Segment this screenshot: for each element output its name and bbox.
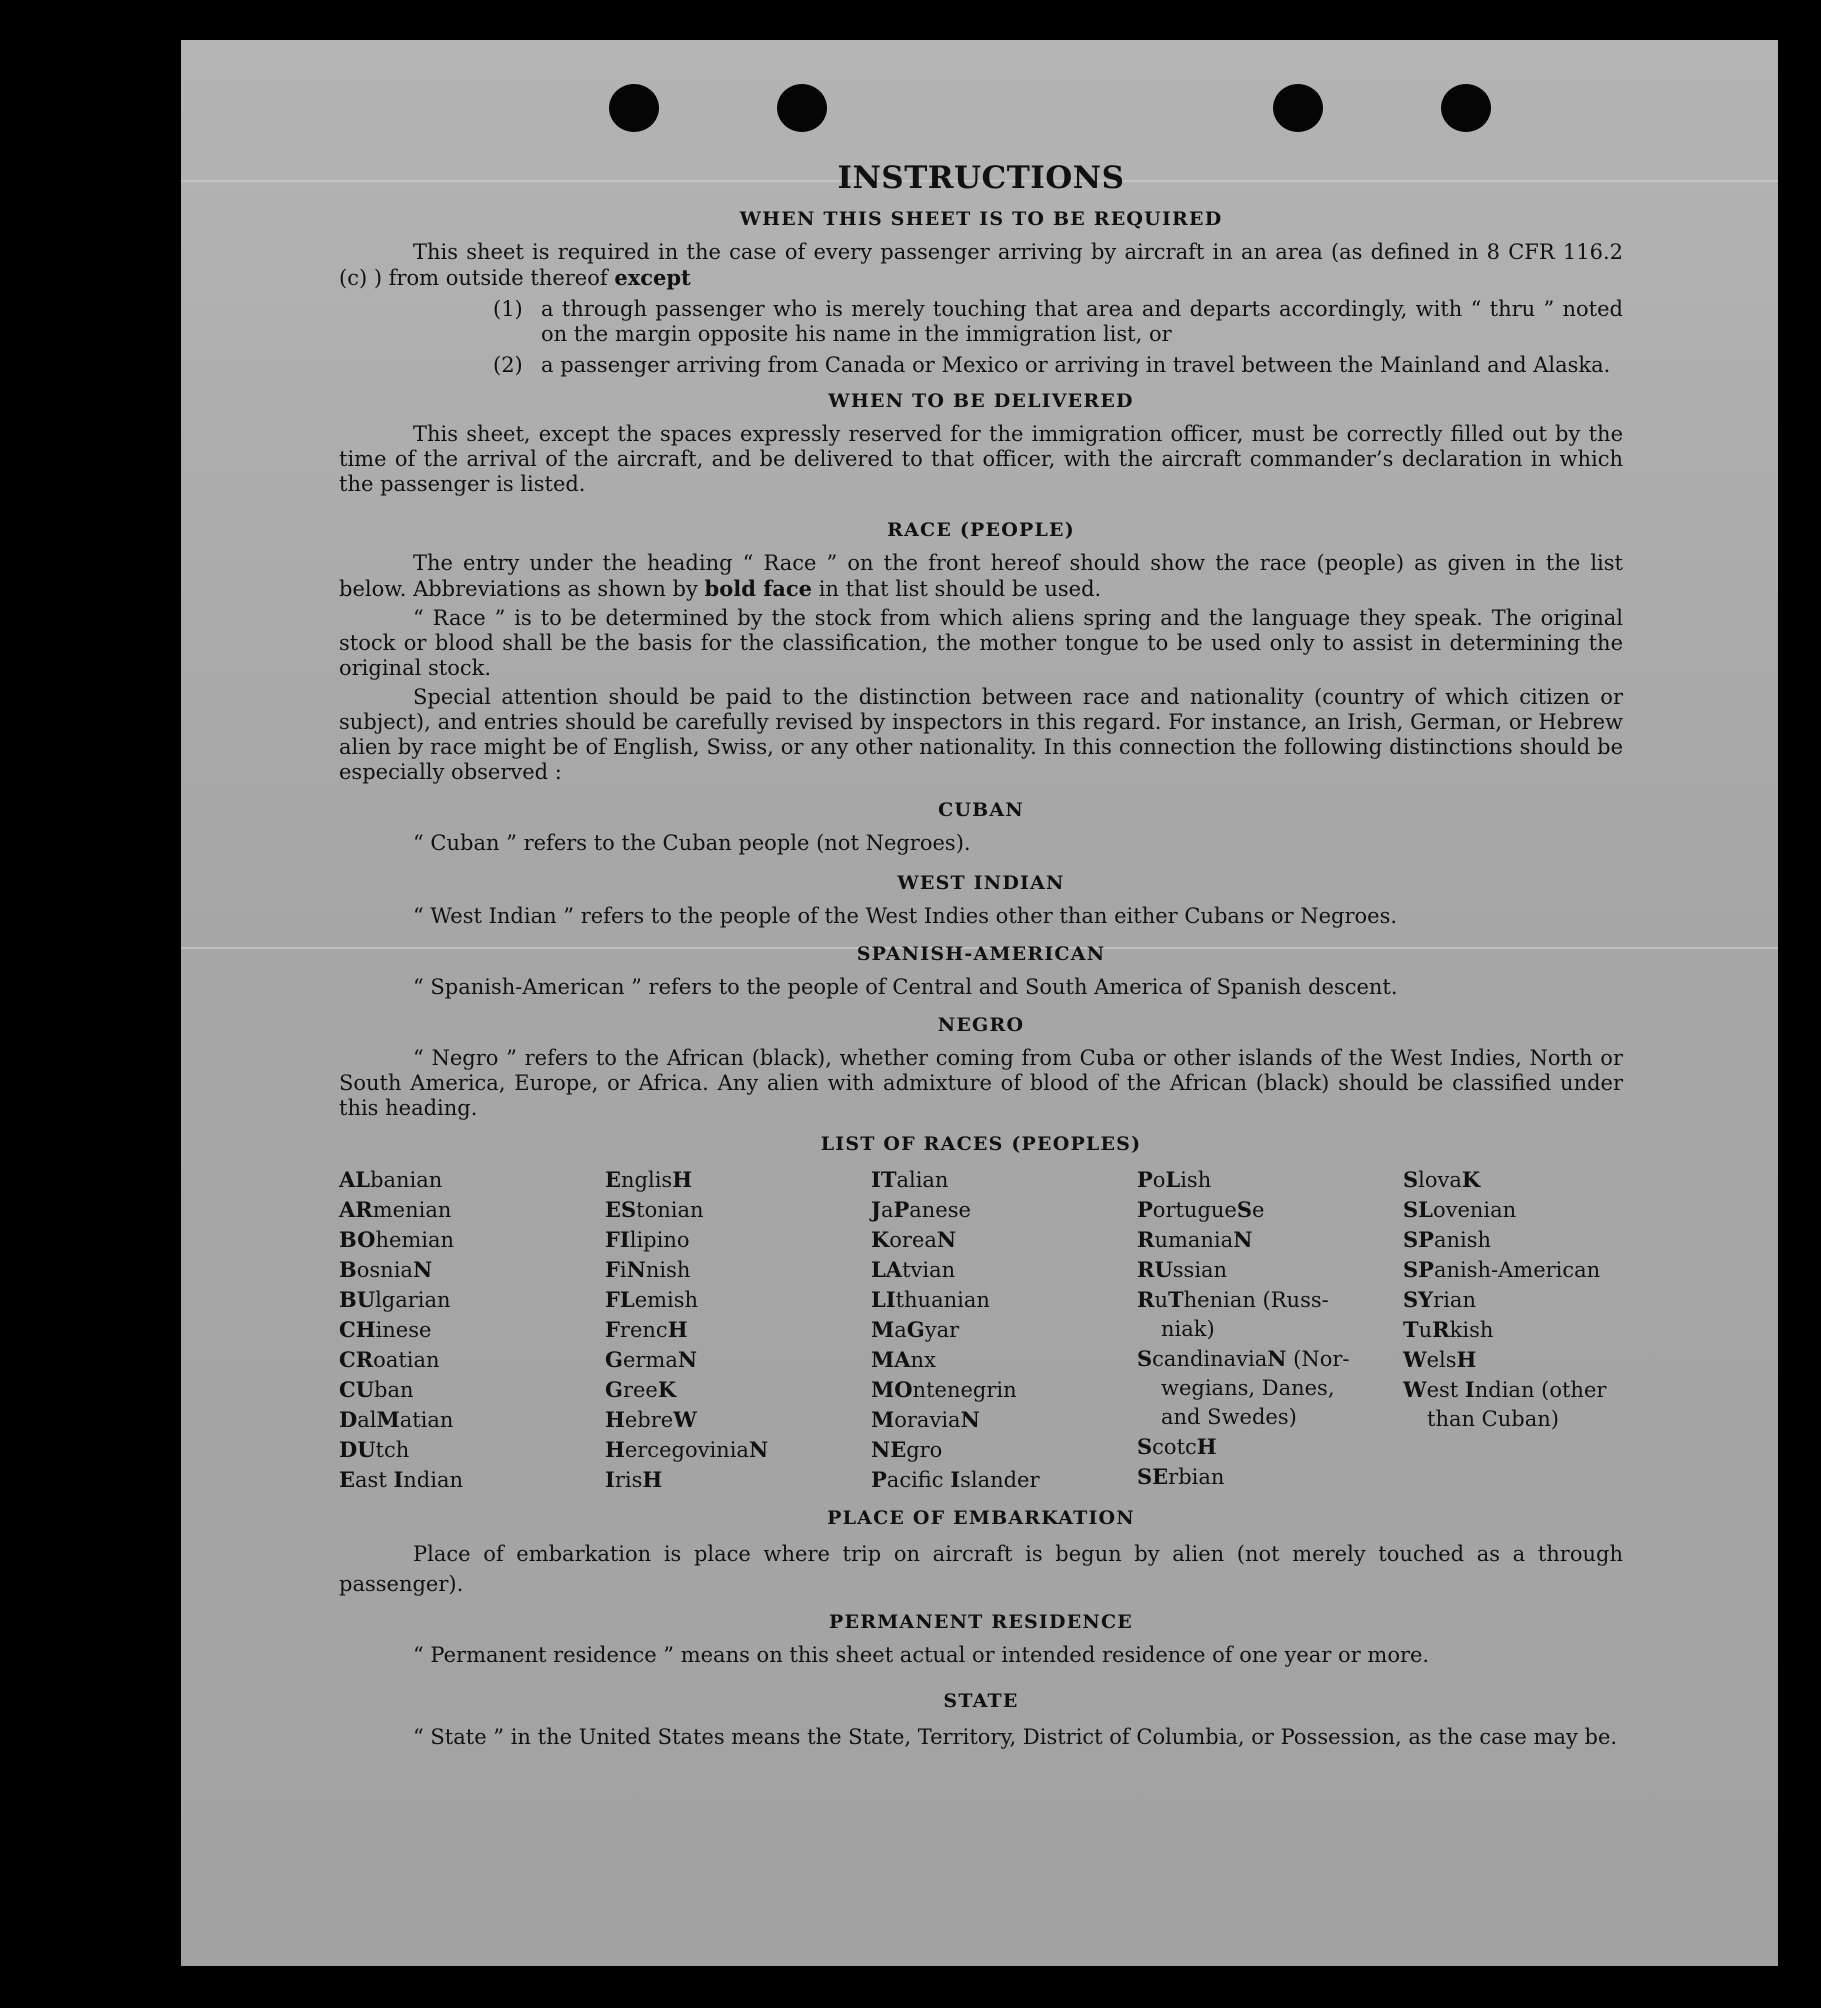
punch-hole <box>1441 84 1491 132</box>
item-text: a passenger arriving from Canada or Mexico or arriving in travel between the Mainland and Alaska. <box>541 353 1611 377</box>
race-entry: EnglisH <box>605 1167 693 1192</box>
race-entry: SlovaK <box>1403 1167 1481 1192</box>
page-title: INSTRUCTIONS <box>837 160 1125 196</box>
race-entry: West Indian (other <box>1403 1377 1607 1402</box>
text-when-required: This sheet is required in the case of every passenger arriving by aircraft in an area (as defined in 8 CFR 116.2 (c) ) from outside thereof <box>339 240 1623 290</box>
text-race-1b: in that list should be used. <box>818 577 1102 601</box>
race-entry: WelsH <box>1403 1347 1477 1372</box>
item-number: (1) <box>493 297 523 321</box>
race-entry: PortugueSe <box>1137 1197 1265 1222</box>
punch-hole <box>1273 84 1323 132</box>
race-entry: ALbanian <box>339 1167 443 1192</box>
race-entry: SPanish-American <box>1403 1257 1601 1282</box>
race-entry: BOhemian <box>339 1227 455 1252</box>
punch-hole <box>777 84 827 132</box>
instructions-content <box>339 160 1623 1753</box>
list-item <box>493 297 1623 347</box>
race-entry: Pacific Islander <box>871 1467 1040 1492</box>
paragraph-state: “ State ” in the United States means the State, Territory, District of Columbia, or Possession, as the case may be. <box>413 1725 1618 1749</box>
heading-cuban: CUBAN <box>938 799 1024 821</box>
paragraph-race-3: Special attention should be paid to the distinction between race and nationality (country of which citizen or subject), and entries should be carefully revised by inspectors in this regard. For instance, an Irish, German, or Hebrew alien by race might be of English, Swiss, or any other nationality. In this connection the following distinctions should be especially observed : <box>339 685 1623 784</box>
list-item <box>493 353 1623 378</box>
race-entry: MOntenegrin <box>871 1377 1017 1402</box>
race-entry: CHinese <box>339 1317 432 1342</box>
race-entry: DUtch <box>339 1437 410 1462</box>
paragraph-negro: “ Negro ” refers to the African (black), whether coming from Cuba or other islands of the West Indies, North or South America, Europe, or Africa. Any alien with admixture of blood of the African (black) should be classified under this heading. <box>339 1046 1623 1120</box>
race-entry: ScandinaviaN (Nor- <box>1137 1346 1350 1371</box>
race-entry: EStonian <box>605 1197 704 1222</box>
race-entry: niak) <box>1161 1317 1215 1341</box>
race-entry: RumaniaN <box>1137 1227 1253 1252</box>
punch-hole <box>609 84 659 132</box>
race-column <box>1137 1165 1403 1495</box>
race-entry: NEgro <box>871 1437 943 1462</box>
heading-west-indian: WEST INDIAN <box>897 872 1065 894</box>
paragraph-embarkation: Place of embarkation is place where trip on aircraft is begun by alien (not merely touched as a through passenger). <box>339 1542 1623 1596</box>
race-entry: TuRkish <box>1403 1317 1494 1342</box>
race-entry: ScotcH <box>1137 1434 1217 1459</box>
paragraph-permanent-residence: “ Permanent residence ” means on this sheet actual or intended residence of one year or more. <box>413 1643 1430 1667</box>
race-entry: CUban <box>339 1377 414 1402</box>
race-entry: GreeK <box>605 1377 677 1402</box>
race-entry: wegians, Danes, <box>1161 1376 1335 1400</box>
race-entry: PoLish <box>1137 1167 1212 1192</box>
race-entry: LAtvian <box>871 1257 956 1282</box>
race-entry: CRoatian <box>339 1347 440 1372</box>
race-entry: IrisH <box>605 1467 663 1492</box>
heading-when-required: WHEN THIS SHEET IS TO BE REQUIRED <box>739 208 1223 230</box>
race-entry: MAnx <box>871 1347 936 1372</box>
race-entry: RuThenian (Russ- <box>1137 1287 1329 1312</box>
heading-race: RACE (PEOPLE) <box>887 519 1075 541</box>
race-entry: KoreaN <box>871 1227 957 1252</box>
item-number: (2) <box>493 353 523 377</box>
race-entry: HercegoviniaN <box>605 1437 769 1462</box>
race-entry: JaPanese <box>871 1197 971 1222</box>
heading-spanish-american: SPANISH-AMERICAN <box>856 943 1106 965</box>
heading-list-of-races: LIST OF RACES (PEOPLES) <box>820 1133 1142 1155</box>
heading-embarkation: PLACE OF EMBARKATION <box>827 1507 1135 1529</box>
race-entry: ARmenian <box>339 1197 452 1222</box>
race-column <box>605 1165 871 1495</box>
item-text: a through passenger who is merely touching that area and departs accordingly, with “ thru ” noted on the margin opposite his name in the immigration list, or <box>541 297 1623 346</box>
race-column <box>339 1165 605 1495</box>
paragraph-when-delivered: This sheet, except the spaces expressly reserved for the immigration officer, must be correctly filled out by the time of the arrival of the aircraft, and be delivered to that officer, with the aircraft commander’s declaration in which the passenger is listed. <box>339 422 1623 496</box>
race-entry: GermaN <box>605 1347 698 1372</box>
race-entry: East Indian <box>339 1467 463 1492</box>
race-entry: MaGyar <box>871 1317 960 1342</box>
race-entry: SPanish <box>1403 1227 1492 1252</box>
race-entry: FiNnish <box>605 1257 691 1282</box>
text-except: except <box>614 265 691 290</box>
race-entry: MoraviaN <box>871 1407 980 1432</box>
race-column <box>1403 1165 1623 1495</box>
text-race-1a: The entry under the heading “ Race ” on the front hereof should show the race (people) as given in the list below. Abbreviations as shown by <box>339 551 1623 601</box>
heading-negro: NEGRO <box>937 1014 1025 1036</box>
paragraph-cuban: “ Cuban ” refers to the Cuban people (not Negroes). <box>413 831 971 855</box>
race-entry: BosniaN <box>339 1257 433 1282</box>
races-list <box>339 1165 1623 1495</box>
paragraph-spanish-american: “ Spanish-American ” refers to the people of Central and South America of Spanish descent. <box>413 975 1398 999</box>
race-entry: HebreW <box>605 1407 697 1432</box>
document-page <box>181 40 1778 1966</box>
race-column <box>871 1165 1137 1495</box>
paragraph-when-required <box>339 240 1623 291</box>
race-entry: FrencH <box>605 1317 688 1342</box>
race-entry: SYrian <box>1403 1287 1476 1312</box>
race-entry: and Swedes) <box>1161 1405 1297 1429</box>
race-entry: FIlipino <box>605 1227 690 1252</box>
race-entry: SErbian <box>1137 1464 1225 1489</box>
race-entry: ITalian <box>871 1167 949 1192</box>
race-entry: RUssian <box>1137 1257 1228 1282</box>
race-entry: BUlgarian <box>339 1287 451 1312</box>
race-entry: than Cuban) <box>1427 1407 1559 1431</box>
text-bold-face: bold face <box>704 576 812 601</box>
race-entry: FLemish <box>605 1287 699 1312</box>
paragraph-race-1 <box>339 551 1623 602</box>
heading-permanent-residence: PERMANENT RESIDENCE <box>829 1611 1133 1633</box>
paragraph-west-indian: “ West Indian ” refers to the people of the West Indies other than either Cubans or Negroes. <box>413 904 1398 928</box>
heading-state: STATE <box>943 1690 1019 1712</box>
race-entry: SLovenian <box>1403 1197 1517 1222</box>
race-entry: LIthuanian <box>871 1287 990 1312</box>
race-entry: DalMatian <box>339 1407 454 1432</box>
heading-when-delivered: WHEN TO BE DELIVERED <box>828 390 1134 412</box>
paragraph-race-2: “ Race ” is to be determined by the stock from which aliens spring and the language they speak. The original stock or blood shall be the basis for the classification, the mother tongue to be used only to assist in determining the original stock. <box>339 606 1623 680</box>
